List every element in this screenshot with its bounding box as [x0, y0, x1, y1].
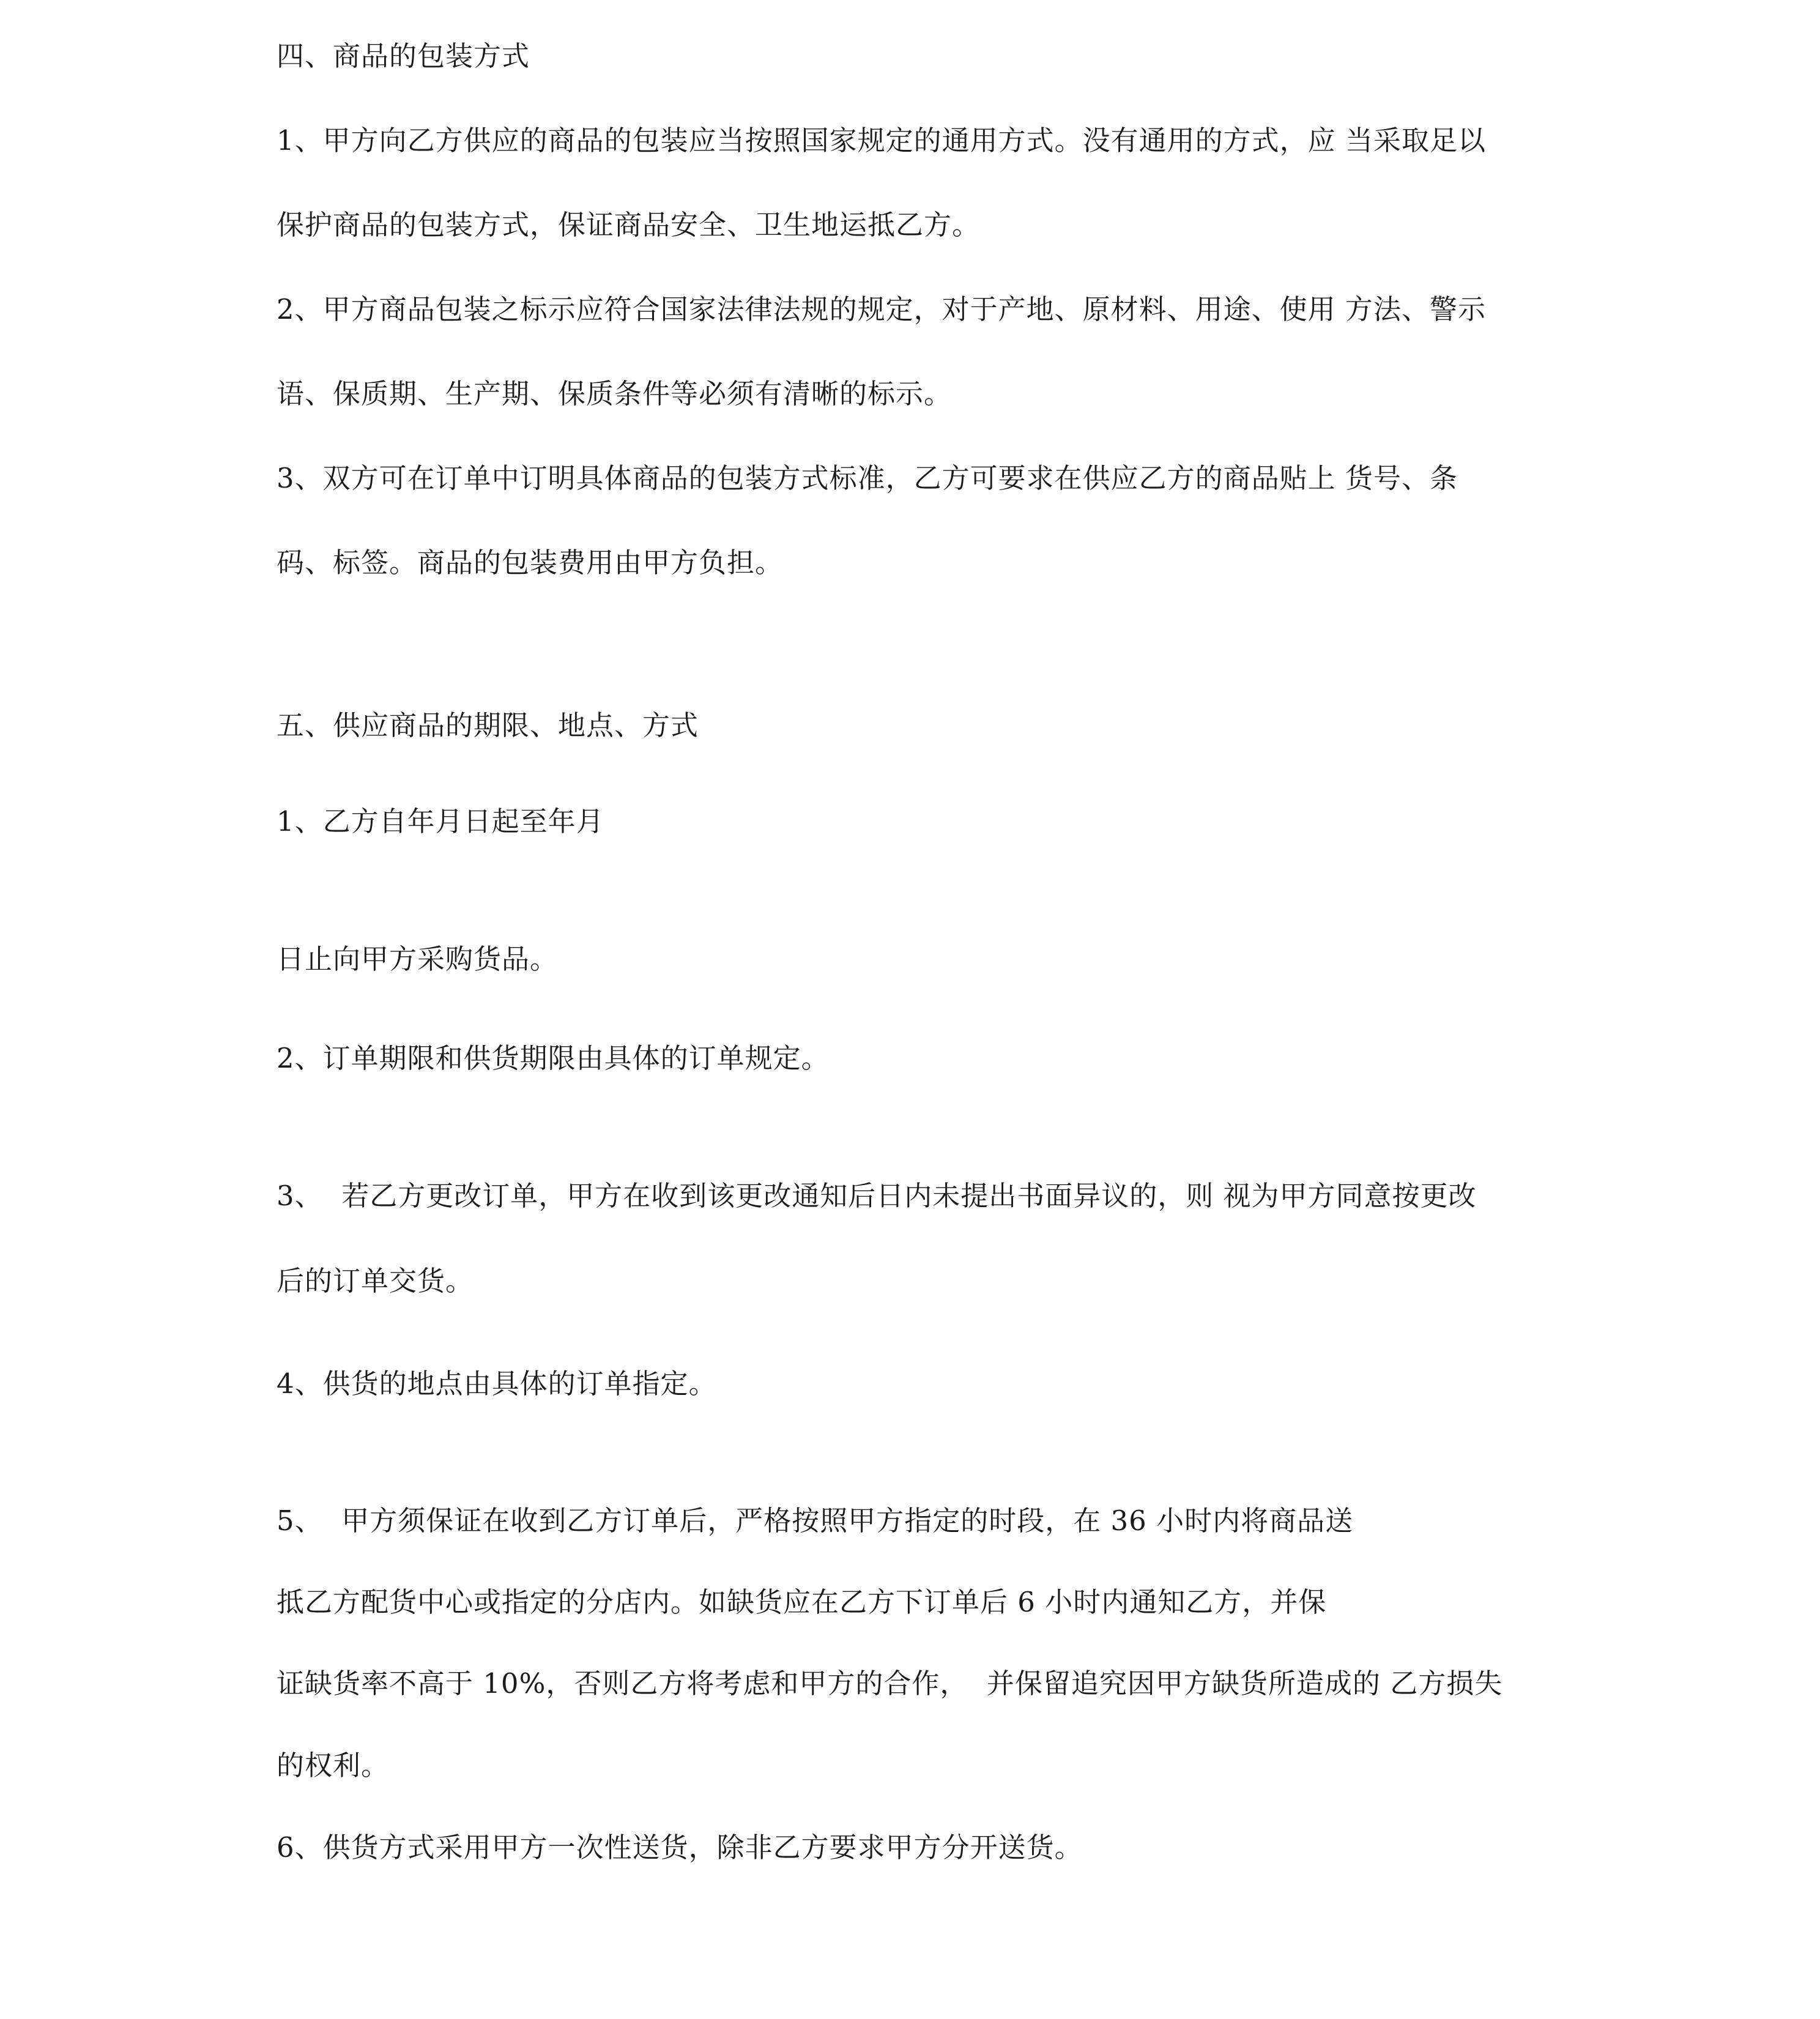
section-4-heading: 四、商品的包装方式 — [277, 40, 530, 72]
section-5-item-2: 2、订单期限和供货期限由具体的订单规定。 — [277, 1042, 830, 1074]
section-4-item-1-line-2: 保护商品的包装方式，保证商品安全、卫生地运抵乙方。 — [277, 209, 981, 241]
section-5-item-3-line-1: 3、 若乙方更改订单，甲方在收到该更改通知后日内未提出书面异议的，则 视为甲方同意按更改 — [277, 1180, 1477, 1212]
section-5-item-1-line-1: 1、乙方自年月日起至年月 — [277, 805, 604, 838]
section-5-item-5-line-1: 5、 甲方须保证在收到乙方订单后，严格按照甲方指定的时段，在 36 小时内将商品送 — [277, 1504, 1354, 1537]
section-4-item-2-line-2: 语、保质期、生产期、保质条件等必须有清晰的标示。 — [277, 377, 953, 410]
section-5-item-5-line-2: 抵乙方配货中心或指定的分店内。如缺货应在乙方下订单后 6 小时内通知乙方，并保 — [277, 1586, 1327, 1618]
section-5-item-4: 4、供货的地点由具体的订单指定。 — [277, 1367, 717, 1400]
section-4-item-1-line-1: 1、甲方向乙方供应的商品的包装应当按照国家规定的通用方式。没有通用的方式，应 当采取足以 — [277, 124, 1486, 157]
section-5-item-1-line-2: 日止向甲方采购货品。 — [277, 943, 559, 975]
section-5-item-3-line-2: 后的订单交货。 — [277, 1265, 474, 1297]
section-5-item-6: 6、供货方式采用甲方一次性送货，除非乙方要求甲方分开送货。 — [277, 1831, 1083, 1864]
section-5-item-5-line-3: 证缺货率不高于 10%，否则乙方将考虑和甲方的合作， 并保留追究因甲方缺货所造成的 乙方损失 — [277, 1667, 1503, 1700]
section-4-item-3-line-1: 3、双方可在订单中订明具体商品的包装方式标准，乙方可要求在供应乙方的商品贴上 货号、条 — [277, 462, 1458, 494]
section-5-item-5-line-4: 的权利。 — [277, 1749, 390, 1782]
section-4-item-3-line-2: 码、标签。商品的包装费用由甲方负担。 — [277, 546, 784, 579]
section-5-heading: 五、供应商品的期限、地点、方式 — [277, 709, 699, 742]
section-4-item-2-line-1: 2、甲方商品包装之标示应符合国家法律法规的规定，对于产地、原材料、用途、使用 方法、警示 — [277, 293, 1486, 325]
